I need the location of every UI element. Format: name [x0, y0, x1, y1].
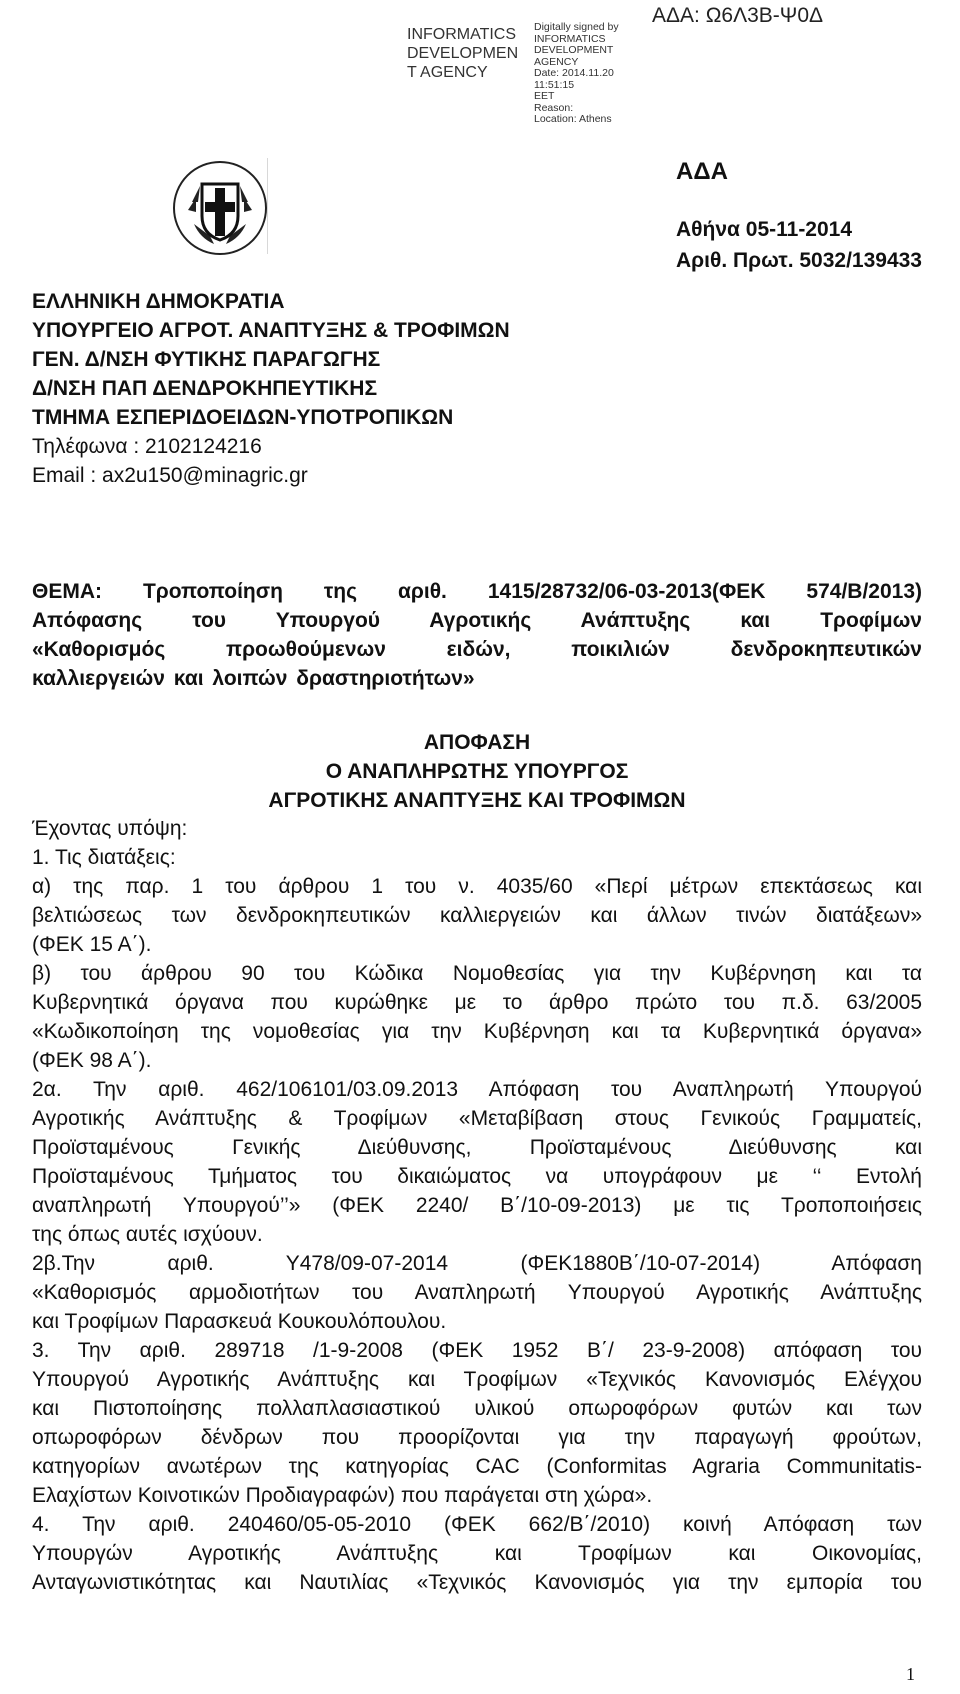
body-line: 1. Τις διατάξεις: — [32, 846, 176, 869]
signature-organization — [407, 25, 518, 82]
signature-details — [534, 22, 637, 126]
body-line: Έχοντας υπόψη: — [32, 817, 188, 840]
sender-email: Email : ax2u150@minagric.gr — [32, 464, 308, 487]
body-line: Υπουργών Αγροτικής Ανάπτυξης και Τροφίμων και Οικονομίας, — [32, 1542, 922, 1565]
ada-label: ΑΔΑ — [676, 158, 728, 185]
signature-detail-line: Location: Athens — [534, 113, 612, 125]
body-line: (ΦΕΚ 98 Α΄). — [32, 1049, 152, 1072]
body-line: Κυβερνητικά όργανα που κυρώθηκε με το άρθρο πρώτο του π.δ. 63/2005 — [32, 991, 922, 1014]
sender-phone: Τηλέφωνα : 2102124216 — [32, 435, 262, 458]
decision-ministry: ΑΓΡΟΤΙΚΗΣ ΑΝΑΠΤΥΞΗΣ ΚΑΙ ΤΡΟΦΙΜΩΝ — [268, 789, 686, 812]
body-line: Υπουργού Αγροτικής Ανάπτυξης και Τροφίμων «Τεχνικός Κανονισμός Ελέγχου — [32, 1368, 922, 1391]
sender-line: ΓΕΝ. Δ/ΝΣΗ ΦΥΤΙΚΗΣ ΠΑΡΑΓΩΓΗΣ — [32, 348, 381, 371]
protocol-number: Αριθ. Πρωτ. 5032/139433 — [676, 249, 922, 272]
body-line: «Κωδικοποίηση της νομοθεσίας για την Κυβέρνηση και τα Κυβερνητικά όργανα» — [32, 1020, 922, 1043]
decision-body — [32, 814, 922, 1597]
decision-title: ΑΠΟΦΑΣΗ — [423, 731, 531, 754]
body-line: αναπληρωτή Υπουργού’’» (ΦΕΚ 2240/ Β΄/10-09-2013) με τις Τροποποιήσεις — [32, 1194, 922, 1217]
subject-line: ΘΕΜΑ: Τροποποίηση της αριθ. 1415/28732/06-03-2013(ΦΕΚ 574/Β/2013) — [32, 580, 922, 603]
decision-authority: Ο ΑΝΑΠΛΗΡΩΤΗΣ ΥΠΟΥΡΓΟΣ — [325, 760, 629, 783]
signature-org-line: T AGENCY — [407, 64, 488, 81]
sender-line: ΥΠΟΥΡΓΕΙΟ ΑΓΡΟΤ. ΑΝΑΠΤΥΞΗΣ & ΤΡΟΦΙΜΩΝ — [32, 319, 510, 342]
body-line: 2α. Την αριθ. 462/106101/03.09.2013 Απόφαση του Αναπληρωτή Υπουργού — [32, 1078, 922, 1101]
decision-heading — [32, 728, 922, 815]
body-line: βελτιώσεως των δενδροκηπευτικών καλλιεργειών και άλλων τινών διατάξεων» — [32, 904, 922, 927]
signature-detail-line: Date: 2014.11.20 11:51:15 — [534, 67, 614, 91]
body-line: «Καθορισμός αρμοδιοτήτων του Αναπληρωτή Υπουργού Αγροτικής Ανάπτυξης — [32, 1281, 922, 1304]
subject-line: «Καθορισμός προωθούμενων ειδών, ποικιλιών δενδροκηπευτικών — [32, 638, 922, 661]
signature-detail-line: Digitally signed by — [534, 21, 619, 33]
body-line: α) της παρ. 1 του άρθρου 1 του ν. 4035/60 «Περί μέτρων επεκτάσεως και — [32, 875, 922, 898]
body-line: της όπως αυτές ισχύουν. — [32, 1223, 263, 1246]
body-line: 2β.Την αριθ. Υ478/09-07-2014 (ΦΕΚ1880Β΄/10-07-2014) Απόφαση — [32, 1252, 922, 1275]
signature-detail-line: EET — [534, 90, 555, 102]
signature-detail-line: Reason: — [534, 101, 574, 114]
sender-line: ΤΜΗΜΑ ΕΣΠΕΡΙΔΟΕΙΔΩΝ-ΥΠΟΤΡΟΠΙΚΩΝ — [32, 406, 454, 429]
document-date: Αθήνα 05-11-2014 — [676, 218, 853, 241]
digital-signature-block — [407, 21, 637, 125]
body-line: και Πιστοποίησης πολλαπλασιαστικού υλικού οπωροφόρων φυτών και των — [32, 1397, 922, 1420]
body-line: 3. Την αριθ. 289718 /1-9-2008 (ΦΕΚ 1952 Β΄/ 23-9-2008) απόφαση του — [32, 1339, 922, 1362]
signature-org-line: DEVELOPMEN — [407, 45, 519, 62]
emblem-divider — [267, 158, 268, 254]
subject-line: Απόφασης του Υπουργού Αγροτικής Ανάπτυξης και Τροφίμων — [32, 609, 922, 632]
sender-line: Δ/ΝΣΗ ΠΑΠ ΔΕΝΔΡΟΚΗΠΕΥΤΙΚΗΣ — [32, 377, 378, 400]
body-line: β) του άρθρου 90 του Κώδικα Νομοθεσίας για την Κυβέρνηση και τα — [32, 962, 922, 985]
body-line: 4. Την αριθ. 240460/05-05-2010 (ΦΕΚ 662/Β΄/2010) κοινή Απόφαση των — [32, 1513, 922, 1536]
signature-org-line: INFORMATICS — [407, 26, 517, 43]
body-line: και Τροφίμων Παρασκευά Κουκουλόπουλου. — [32, 1310, 447, 1333]
signature-detail-line: DEVELOPMENT AGENCY — [534, 44, 614, 68]
signature-detail-line: INFORMATICS — [534, 32, 606, 45]
page-number: 1 — [906, 1664, 915, 1684]
body-line: Ανταγωνιστικότητας και Ναυτιλίας «Τεχνικός Κανονισμός για την εμπορία του — [32, 1571, 922, 1594]
ada-watermark: ΑΔΑ: Ω6Λ3Β-Ψ0Δ — [652, 4, 824, 27]
sender-line: ΕΛΛΗΝΙΚΗ ΔΗΜΟΚΡΑΤΙΑ — [32, 290, 285, 313]
subject-line: καλλιεργειών και λοιπών δραστηριοτήτων» — [32, 667, 475, 690]
subject-block — [32, 577, 922, 693]
sender-block — [32, 287, 510, 490]
body-line: Προϊσταμένους Τμήματος του δικαιώματος να υπογράφουν με ‘‘ Εντολή — [32, 1165, 922, 1188]
body-line: Προϊσταμένους Γενικής Διεύθυνσης, Προϊσταμένους Διεύθυνσης και — [32, 1136, 922, 1159]
body-line: οπωροφόρων δένδρων που προορίζονται για την παραγωγή φρούτων, — [32, 1426, 922, 1449]
body-line: Ελαχίστων Κοινοτικών Προδιαγραφών) που παράγεται στη χώρα». — [32, 1484, 653, 1507]
body-line: Αγροτικής Ανάπτυξης & Τροφίμων «Μεταβίβαση στους Γενικούς Γραμματείς, — [32, 1107, 922, 1130]
body-line: κατηγορίων ανωτέρων της κατηγορίας CAC (Conformitas Agraria Communitatis- — [32, 1455, 922, 1478]
greek-coat-of-arms-icon — [170, 158, 270, 258]
body-line: (ΦΕΚ 15 Α΄). — [32, 933, 152, 956]
